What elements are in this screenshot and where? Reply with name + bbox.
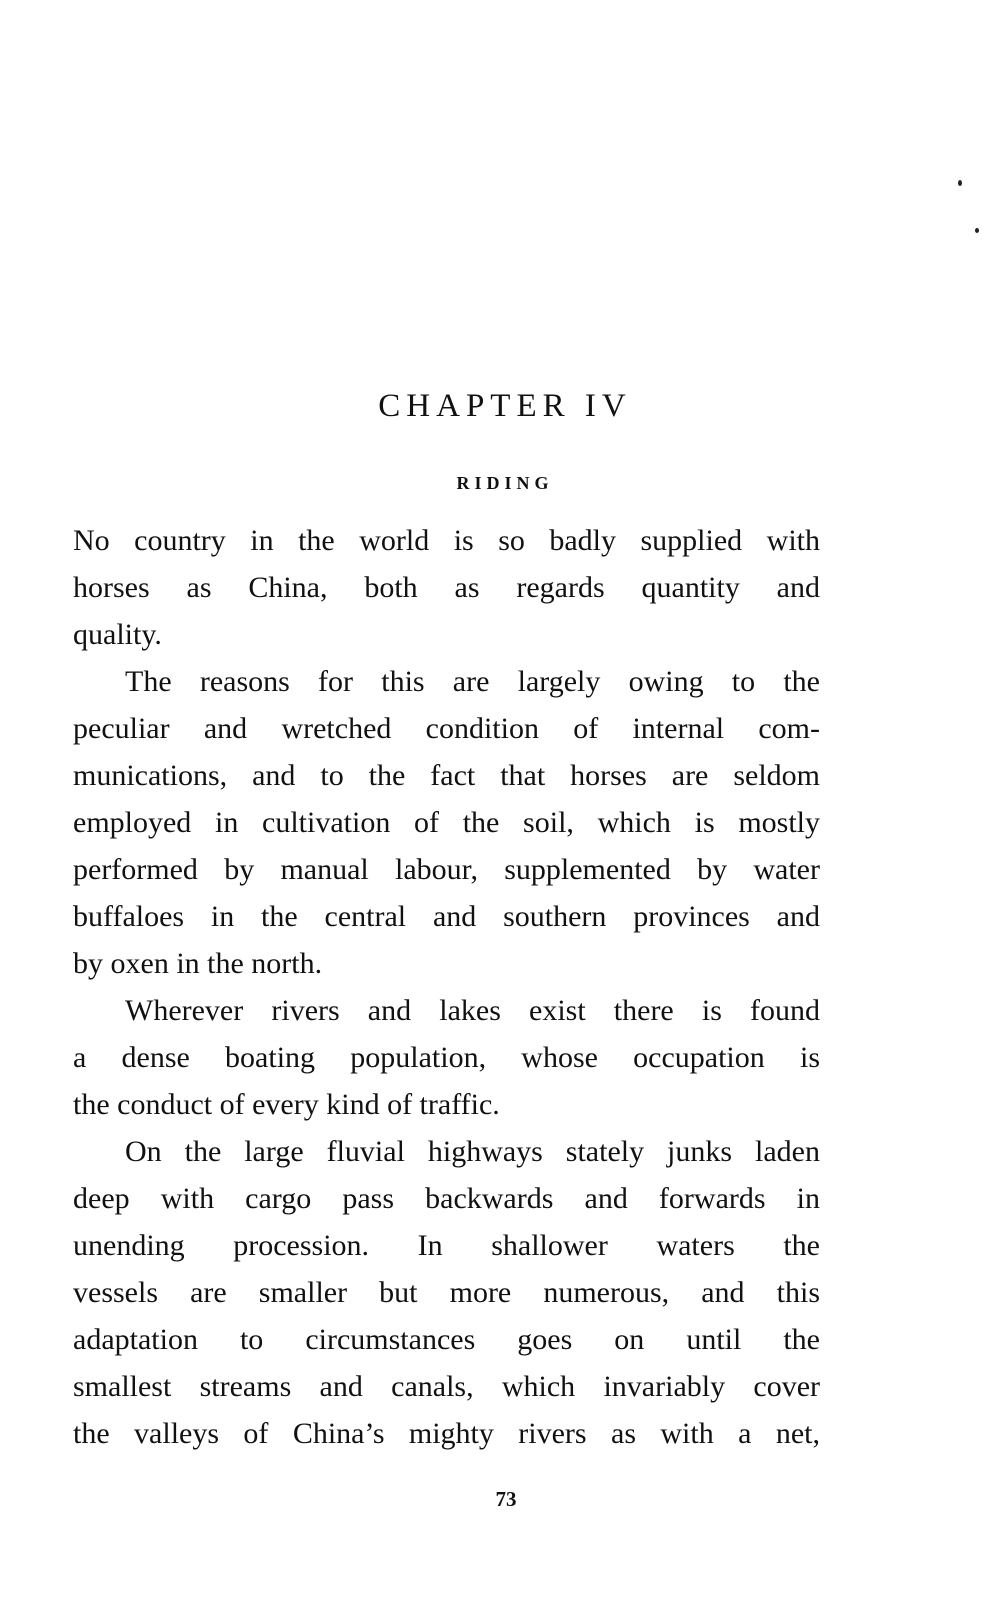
text-line: On the large fluvial highways stately junks laden — [125, 1135, 820, 1168]
paragraph — [73, 1128, 820, 1457]
text-line: the valleys of China’s mighty rivers as with a net, — [73, 1417, 820, 1450]
scan-speck — [975, 228, 979, 233]
text-line: Wherever rivers and lakes exist there is found — [125, 994, 820, 1027]
page-number: 73 — [495, 1487, 517, 1511]
scan-speck — [958, 180, 962, 186]
chapter-title: CHAPTER IV — [378, 388, 632, 424]
text-line: peculiar and wretched condition of internal com- — [73, 712, 820, 745]
paragraph — [73, 658, 820, 987]
paragraph — [73, 987, 820, 1128]
text-line: a dense boating population, whose occupation is — [73, 1041, 820, 1074]
text-line: deep with cargo pass backwards and forwards in — [73, 1182, 820, 1215]
text-line: the conduct of every kind of traffic. — [73, 1088, 500, 1121]
text-line: performed by manual labour, supplemented by water — [73, 853, 820, 886]
text-line: smallest streams and canals, which invariably cover — [73, 1370, 820, 1403]
text-line: employed in cultivation of the soil, which is mostly — [73, 806, 820, 839]
text-line: by oxen in the north. — [73, 947, 323, 980]
paragraph — [73, 517, 820, 658]
text-line: unending procession. In shallower waters the — [73, 1229, 820, 1262]
text-line: vessels are smaller but more numerous, and this — [73, 1276, 820, 1309]
text-line: adaptation to circumstances goes on until the — [73, 1323, 820, 1356]
text-line: munications, and to the fact that horses are seldom — [73, 759, 820, 792]
text-line: horses as China, both as regards quantity and — [73, 571, 820, 604]
body-text — [73, 517, 820, 1457]
text-line: buffaloes in the central and southern provinces and — [73, 900, 820, 933]
text-line: No country in the world is so badly supplied with — [73, 524, 820, 557]
text-line: quality. — [73, 618, 162, 651]
chapter-subtitle: RIDING — [456, 473, 554, 493]
text-line: The reasons for this are largely owing to the — [125, 665, 820, 698]
